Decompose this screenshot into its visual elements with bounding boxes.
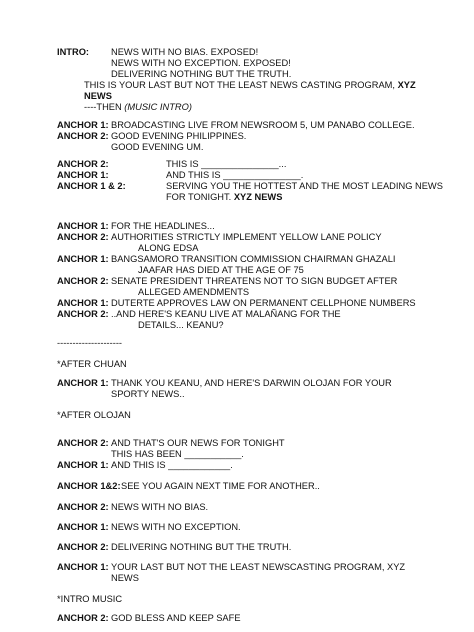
script-text: THIS IS _______________... [166, 159, 287, 169]
script-text: YOUR LAST BUT NOT THE LEAST NEWSCASTING PROGRAM, XYZ [111, 562, 406, 572]
speaker: ANCHOR 2: [57, 159, 109, 169]
stage-direction: *INTRO MUSIC [57, 594, 123, 604]
script-text: AUTHORITIES STRICTLY IMPLEMENT YELLOW LANE POLICY [111, 232, 382, 242]
stage-direction: *AFTER CHUAN [57, 359, 127, 369]
script-text: NEWS WITH NO EXCEPTION. [111, 522, 241, 532]
script-text: DELIVERING NOTHING BUT THE TRUTH. [111, 542, 292, 552]
script-text: DUTERTE APPROVES LAW ON PERMANENT CELLPHONE NUMBERS [111, 298, 416, 308]
script-text: ALONG EDSA [138, 243, 199, 253]
script-text: SEE YOU AGAIN NEXT TIME FOR ANOTHER.. [121, 481, 320, 491]
speaker: ANCHOR 1: [57, 522, 109, 532]
speaker: ANCHOR 1: [57, 378, 109, 388]
speaker: ANCHOR 1&2: [57, 481, 121, 491]
speaker: ANCHOR 1: [57, 460, 109, 470]
script-text: GOOD EVENING PHILIPPINES. [111, 131, 247, 141]
script-text: NEWS WITH NO BIAS. [111, 502, 209, 512]
speaker: ANCHOR 1: [57, 562, 109, 572]
speaker: ANCHOR 2: [57, 276, 109, 286]
divider: --------------------- [57, 338, 123, 348]
intro-line-2: NEWS WITH NO EXCEPTION. EXPOSED! [111, 58, 291, 68]
intro-line-5: NEWS [84, 91, 112, 101]
speaker: ANCHOR 2: [57, 232, 109, 242]
script-text: AND THIS IS ____________. [111, 460, 233, 470]
script-text: ALLEGED AMENDMENTS [138, 287, 250, 297]
script-text: BROADCASTING LIVE FROM NEWSROOM 5, UM PANABO COLLEGE. [111, 120, 415, 130]
speaker: ANCHOR 1: [57, 170, 109, 180]
script-text: SERVING YOU THE HOTTEST AND THE MOST LEADING NEWS [166, 181, 443, 191]
script-text: BANGSAMORO TRANSITION COMMISSION CHAIRMAN GHAZALI [111, 254, 396, 264]
script-text: AND THIS IS _______________. [166, 170, 304, 180]
speaker: ANCHOR 1: [57, 298, 109, 308]
script-text: GOD BLESS AND KEEP SAFE [111, 613, 241, 623]
speaker: ANCHOR 1: [57, 221, 109, 231]
speaker: ANCHOR 1 & 2: [57, 181, 126, 191]
intro-label-line [57, 47, 89, 58]
script-text: SPORTY NEWS.. [111, 389, 185, 399]
script-text: FOR TONIGHT. XYZ NEWS [166, 192, 283, 202]
intro-line-6: ----THEN (MUSIC INTRO) [84, 102, 192, 112]
script-text: SENATE PRESIDENT THREATENS NOT TO SIGN BUDGET AFTER [111, 276, 398, 286]
script-text: THANK YOU KEANU, AND HERE'S DARWIN OLOJAN FOR YOUR [111, 378, 392, 388]
intro-line-1: NEWS WITH NO BIAS. EXPOSED! [111, 47, 259, 57]
speaker: ANCHOR 1: [57, 254, 109, 264]
script-text: NEWS [111, 573, 139, 583]
speaker: ANCHOR 2: [57, 131, 109, 141]
intro-line-3: DELIVERING NOTHING BUT THE TRUTH. [111, 69, 292, 79]
speaker: ANCHOR 2: [57, 438, 109, 448]
script-text: DETAILS... KEANU? [138, 320, 224, 330]
speaker: ANCHOR 2: [57, 542, 109, 552]
script-text: THIS HAS BEEN ___________. [111, 449, 244, 459]
stage-direction: *AFTER OLOJAN [57, 410, 131, 420]
intro-label: INTRO: [57, 47, 90, 57]
script-text: FOR THE HEADLINES... [111, 221, 215, 231]
speaker: ANCHOR 2: [57, 502, 109, 512]
speaker: ANCHOR 2: [57, 309, 109, 319]
intro-line-4: THIS IS YOUR LAST BUT NOT THE LEAST NEWS CASTING PROGRAM, XYZ [84, 80, 416, 90]
script-text: JAAFAR HAS DIED AT THE AGE OF 75 [138, 265, 304, 275]
script-text: ..AND HERE'S KEANU LIVE AT MALAÑANG FOR THE [111, 309, 341, 319]
speaker: ANCHOR 1: [57, 120, 109, 130]
speaker: ANCHOR 2: [57, 613, 109, 623]
script-text: AND THAT'S OUR NEWS FOR TONIGHT [111, 438, 285, 448]
script-text: GOOD EVENING UM. [111, 142, 204, 152]
